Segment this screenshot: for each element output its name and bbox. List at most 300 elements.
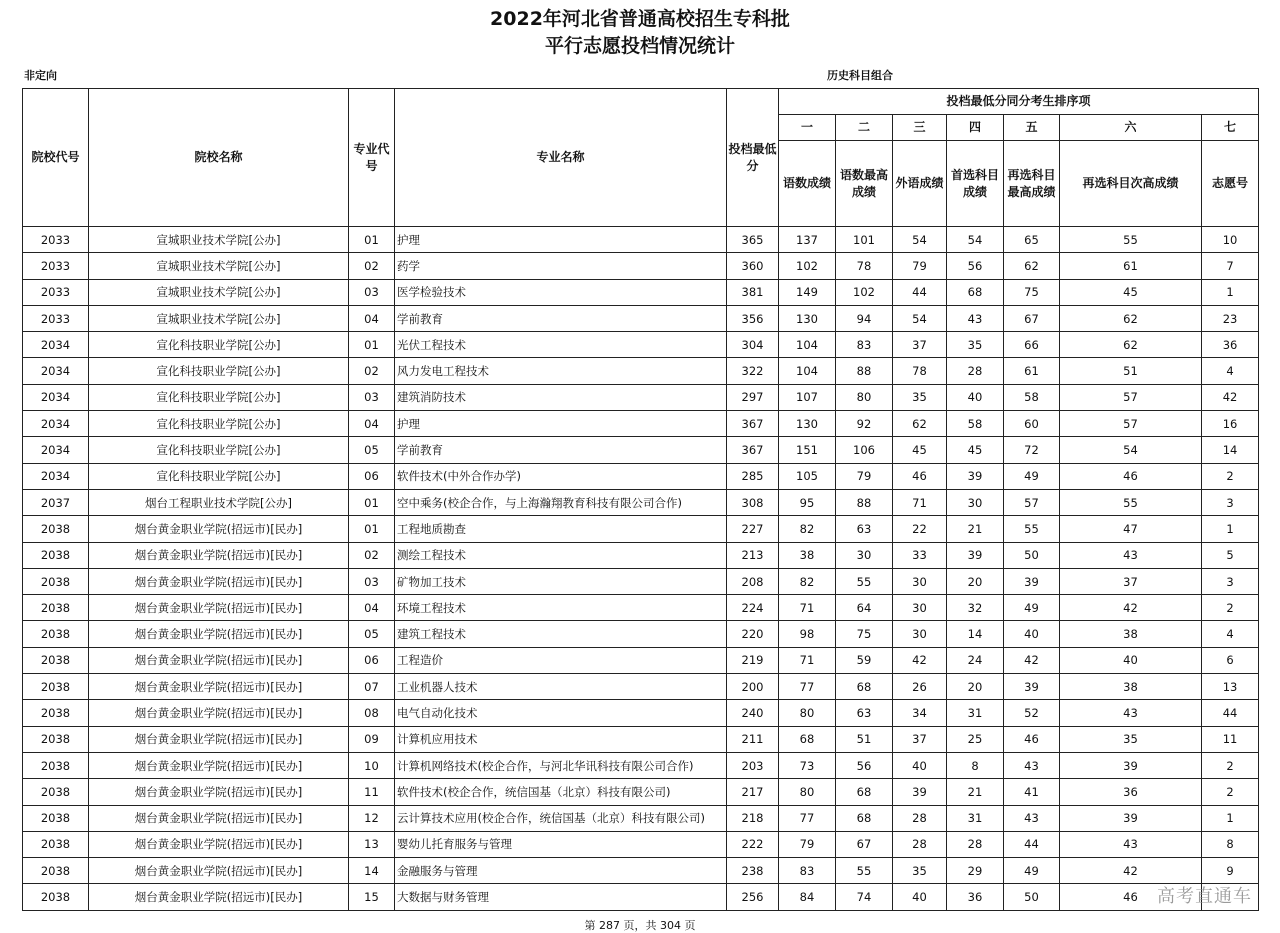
min-score-cell: 360 — [727, 253, 779, 279]
major-name-cell: 测绘工程技术 — [395, 542, 727, 568]
first-subject-score-cell: 21 — [947, 779, 1004, 805]
foreign-language-score-cell: 71 — [893, 489, 947, 515]
preference-number-cell: 11 — [1202, 726, 1259, 752]
major-code-cell: 03 — [349, 568, 395, 594]
elective-max-score-cell: 50 — [1004, 542, 1060, 568]
chinese-math-max-cell: 80 — [836, 384, 893, 410]
table-row — [23, 595, 1259, 621]
foreign-language-score-cell: 45 — [893, 437, 947, 463]
foreign-language-score-cell: 30 — [893, 595, 947, 621]
school-name-cell: 烟台黄金职业学院(招远市)[民办] — [89, 621, 349, 647]
elective-max-score-cell: 67 — [1004, 305, 1060, 331]
school-name-cell: 烟台黄金职业学院(招远市)[民办] — [89, 779, 349, 805]
elective-second-score-cell: 38 — [1060, 674, 1202, 700]
table-row — [23, 752, 1259, 778]
chinese-math-score-cell: 84 — [779, 884, 836, 910]
first-subject-score-cell: 28 — [947, 358, 1004, 384]
table-row — [23, 568, 1259, 594]
elective-max-score-cell: 50 — [1004, 884, 1060, 910]
chinese-math-max-cell: 64 — [836, 595, 893, 621]
first-subject-score-cell: 56 — [947, 253, 1004, 279]
first-subject-score-cell: 43 — [947, 305, 1004, 331]
major-name-cell: 金融服务与管理 — [395, 858, 727, 884]
min-score-cell: 203 — [727, 752, 779, 778]
category-label: 非定向 — [24, 69, 57, 82]
major-name-cell: 软件技术(校企合作，统信国基（北京）科技有限公司) — [395, 779, 727, 805]
school-name-cell: 宣化科技职业学院[公办] — [89, 332, 349, 358]
admission-table — [22, 88, 1259, 911]
school-name-cell: 宣化科技职业学院[公办] — [89, 463, 349, 489]
preference-number-cell: 42 — [1202, 384, 1259, 410]
foreign-language-score-cell: 44 — [893, 279, 947, 305]
major-code-cell: 15 — [349, 884, 395, 910]
first-subject-score-cell: 58 — [947, 411, 1004, 437]
elective-second-score-cell: 46 — [1060, 884, 1202, 910]
chinese-math-max-cell: 101 — [836, 227, 893, 253]
foreign-language-score-cell: 40 — [893, 752, 947, 778]
elective-max-score-cell: 44 — [1004, 831, 1060, 857]
table-row — [23, 279, 1259, 305]
elective-second-score-cell: 36 — [1060, 779, 1202, 805]
elective-second-score-cell: 40 — [1060, 647, 1202, 673]
major-code-cell: 02 — [349, 358, 395, 384]
header-foreign-language-score: 外语成绩 — [893, 141, 947, 227]
elective-second-score-cell: 39 — [1060, 805, 1202, 831]
chinese-math-score-cell: 79 — [779, 831, 836, 857]
foreign-language-score-cell: 37 — [893, 332, 947, 358]
min-score-cell: 297 — [727, 384, 779, 410]
chinese-math-score-cell: 38 — [779, 542, 836, 568]
chinese-math-score-cell: 102 — [779, 253, 836, 279]
major-code-cell: 01 — [349, 516, 395, 542]
table-row — [23, 305, 1259, 331]
min-score-cell: 217 — [727, 779, 779, 805]
foreign-language-score-cell: 35 — [893, 858, 947, 884]
school-name-cell: 宣化科技职业学院[公办] — [89, 411, 349, 437]
min-score-cell: 227 — [727, 516, 779, 542]
major-name-cell: 空中乘务(校企合作，与上海瀚翔教育科技有限公司合作) — [395, 489, 727, 515]
table-row — [23, 621, 1259, 647]
min-score-cell: 238 — [727, 858, 779, 884]
first-subject-score-cell: 31 — [947, 700, 1004, 726]
major-name-cell: 婴幼儿托育服务与管理 — [395, 831, 727, 857]
chinese-math-score-cell: 137 — [779, 227, 836, 253]
elective-max-score-cell: 55 — [1004, 516, 1060, 542]
elective-second-score-cell: 45 — [1060, 279, 1202, 305]
foreign-language-score-cell: 26 — [893, 674, 947, 700]
table-row — [23, 332, 1259, 358]
min-score-cell: 211 — [727, 726, 779, 752]
preference-number-cell: 9 — [1202, 858, 1259, 884]
chinese-math-max-cell: 67 — [836, 831, 893, 857]
chinese-math-score-cell: 77 — [779, 674, 836, 700]
school-code-cell: 2038 — [23, 700, 89, 726]
major-name-cell: 建筑工程技术 — [395, 621, 727, 647]
chinese-math-max-cell: 55 — [836, 568, 893, 594]
foreign-language-score-cell: 42 — [893, 647, 947, 673]
school-code-cell: 2038 — [23, 858, 89, 884]
preference-number-cell: 2 — [1202, 463, 1259, 489]
foreign-language-score-cell: 62 — [893, 411, 947, 437]
major-name-cell: 建筑消防技术 — [395, 384, 727, 410]
preference-number-cell: 2 — [1202, 752, 1259, 778]
first-subject-score-cell: 32 — [947, 595, 1004, 621]
first-subject-score-cell: 40 — [947, 384, 1004, 410]
elective-second-score-cell: 62 — [1060, 305, 1202, 331]
major-name-cell: 云计算技术应用(校企合作，统信国基（北京）科技有限公司) — [395, 805, 727, 831]
foreign-language-score-cell: 39 — [893, 779, 947, 805]
school-name-cell: 烟台工程职业技术学院[公办] — [89, 489, 349, 515]
preference-number-cell: 2 — [1202, 779, 1259, 805]
chinese-math-score-cell: 82 — [779, 516, 836, 542]
elective-second-score-cell: 35 — [1060, 726, 1202, 752]
elective-max-score-cell: 43 — [1004, 805, 1060, 831]
header-rank-3: 三 — [893, 115, 947, 141]
table-row — [23, 227, 1259, 253]
major-name-cell: 学前教育 — [395, 305, 727, 331]
school-code-cell: 2038 — [23, 805, 89, 831]
school-code-cell: 2033 — [23, 227, 89, 253]
min-score-cell: 220 — [727, 621, 779, 647]
table-row — [23, 884, 1259, 910]
major-name-cell: 工业机器人技术 — [395, 674, 727, 700]
chinese-math-max-cell: 30 — [836, 542, 893, 568]
table-row — [23, 674, 1259, 700]
min-score-cell: 256 — [727, 884, 779, 910]
major-code-cell: 04 — [349, 595, 395, 621]
table-row — [23, 516, 1259, 542]
school-name-cell: 烟台黄金职业学院(招远市)[民办] — [89, 884, 349, 910]
first-subject-score-cell: 29 — [947, 858, 1004, 884]
preference-number-cell: 1 — [1202, 805, 1259, 831]
table-row — [23, 253, 1259, 279]
document-title-line-1: 2022年河北省普通高校招生专科批 — [490, 8, 790, 30]
school-code-cell: 2038 — [23, 726, 89, 752]
header-min-score: 投档最低分 — [727, 89, 779, 227]
elective-max-score-cell: 75 — [1004, 279, 1060, 305]
header-school-name: 院校名称 — [89, 89, 349, 227]
elective-max-score-cell: 40 — [1004, 621, 1060, 647]
major-code-cell: 07 — [349, 674, 395, 700]
chinese-math-max-cell: 68 — [836, 779, 893, 805]
chinese-math-score-cell: 105 — [779, 463, 836, 489]
header-rank-6: 六 — [1060, 115, 1202, 141]
major-name-cell: 工程地质勘查 — [395, 516, 727, 542]
first-subject-score-cell: 21 — [947, 516, 1004, 542]
elective-max-score-cell: 41 — [1004, 779, 1060, 805]
school-code-cell: 2038 — [23, 542, 89, 568]
preference-number-cell: 4 — [1202, 358, 1259, 384]
major-name-cell: 药学 — [395, 253, 727, 279]
preference-number-cell: 13 — [1202, 674, 1259, 700]
major-name-cell: 矿物加工技术 — [395, 568, 727, 594]
header-elective-max-score: 再选科目最高成绩 — [1004, 141, 1060, 227]
header-major-code: 专业代号 — [349, 89, 395, 227]
elective-max-score-cell: 66 — [1004, 332, 1060, 358]
school-code-cell: 2038 — [23, 516, 89, 542]
major-code-cell: 11 — [349, 779, 395, 805]
table-row — [23, 779, 1259, 805]
min-score-cell: 219 — [727, 647, 779, 673]
table-row — [23, 726, 1259, 752]
foreign-language-score-cell: 28 — [893, 831, 947, 857]
table-row — [23, 411, 1259, 437]
major-name-cell: 计算机网络技术(校企合作，与河北华讯科技有限公司合作) — [395, 752, 727, 778]
school-name-cell: 烟台黄金职业学院(招远市)[民办] — [89, 516, 349, 542]
foreign-language-score-cell: 79 — [893, 253, 947, 279]
header-chinese-math-score: 语数成绩 — [779, 141, 836, 227]
chinese-math-score-cell: 130 — [779, 411, 836, 437]
header-chinese-math-max: 语数最高成绩 — [836, 141, 893, 227]
preference-number-cell: 4 — [1202, 621, 1259, 647]
header-rank-4: 四 — [947, 115, 1004, 141]
elective-max-score-cell: 49 — [1004, 858, 1060, 884]
school-code-cell: 2038 — [23, 674, 89, 700]
elective-max-score-cell: 43 — [1004, 752, 1060, 778]
major-code-cell: 12 — [349, 805, 395, 831]
preference-number-cell: 16 — [1202, 411, 1259, 437]
foreign-language-score-cell: 22 — [893, 516, 947, 542]
first-subject-score-cell: 36 — [947, 884, 1004, 910]
first-subject-score-cell: 24 — [947, 647, 1004, 673]
chinese-math-score-cell: 130 — [779, 305, 836, 331]
chinese-math-score-cell: 104 — [779, 358, 836, 384]
major-code-cell: 05 — [349, 437, 395, 463]
min-score-cell: 367 — [727, 411, 779, 437]
major-code-cell: 03 — [349, 279, 395, 305]
preference-number-cell: 6 — [1202, 647, 1259, 673]
min-score-cell: 367 — [727, 437, 779, 463]
elective-second-score-cell: 42 — [1060, 858, 1202, 884]
preference-number-cell: 7 — [1202, 253, 1259, 279]
preference-number-cell: 3 — [1202, 568, 1259, 594]
table-row — [23, 358, 1259, 384]
school-name-cell: 宣城职业技术学院[公办] — [89, 279, 349, 305]
foreign-language-score-cell: 33 — [893, 542, 947, 568]
elective-max-score-cell: 39 — [1004, 568, 1060, 594]
header-tie-group: 投档最低分同分考生排序项 — [779, 89, 1259, 115]
foreign-language-score-cell: 28 — [893, 805, 947, 831]
major-name-cell: 计算机应用技术 — [395, 726, 727, 752]
first-subject-score-cell: 39 — [947, 542, 1004, 568]
major-name-cell: 软件技术(中外合作办学) — [395, 463, 727, 489]
chinese-math-score-cell: 104 — [779, 332, 836, 358]
first-subject-score-cell: 54 — [947, 227, 1004, 253]
major-code-cell: 14 — [349, 858, 395, 884]
first-subject-score-cell: 20 — [947, 568, 1004, 594]
elective-max-score-cell: 72 — [1004, 437, 1060, 463]
elective-second-score-cell: 57 — [1060, 384, 1202, 410]
min-score-cell: 356 — [727, 305, 779, 331]
first-subject-score-cell: 35 — [947, 332, 1004, 358]
header-preference-number: 志愿号 — [1202, 141, 1259, 227]
major-code-cell: 04 — [349, 305, 395, 331]
chinese-math-score-cell: 80 — [779, 779, 836, 805]
school-code-cell: 2033 — [23, 253, 89, 279]
table-row — [23, 384, 1259, 410]
elective-second-score-cell: 46 — [1060, 463, 1202, 489]
school-name-cell: 宣化科技职业学院[公办] — [89, 437, 349, 463]
foreign-language-score-cell: 37 — [893, 726, 947, 752]
school-name-cell: 宣化科技职业学院[公办] — [89, 384, 349, 410]
first-subject-score-cell: 14 — [947, 621, 1004, 647]
school-code-cell: 2038 — [23, 831, 89, 857]
chinese-math-max-cell: 102 — [836, 279, 893, 305]
min-score-cell: 208 — [727, 568, 779, 594]
foreign-language-score-cell: 78 — [893, 358, 947, 384]
chinese-math-score-cell: 95 — [779, 489, 836, 515]
major-code-cell: 08 — [349, 700, 395, 726]
first-subject-score-cell: 31 — [947, 805, 1004, 831]
first-subject-score-cell: 45 — [947, 437, 1004, 463]
table-row — [23, 463, 1259, 489]
major-name-cell: 光伏工程技术 — [395, 332, 727, 358]
school-name-cell: 宣化科技职业学院[公办] — [89, 358, 349, 384]
elective-max-score-cell: 58 — [1004, 384, 1060, 410]
min-score-cell: 304 — [727, 332, 779, 358]
chinese-math-score-cell: 151 — [779, 437, 836, 463]
school-code-cell: 2038 — [23, 621, 89, 647]
school-name-cell: 宣城职业技术学院[公办] — [89, 253, 349, 279]
elective-max-score-cell: 42 — [1004, 647, 1060, 673]
foreign-language-score-cell: 54 — [893, 227, 947, 253]
elective-max-score-cell: 49 — [1004, 463, 1060, 489]
foreign-language-score-cell: 34 — [893, 700, 947, 726]
preference-number-cell: 44 — [1202, 700, 1259, 726]
school-name-cell: 烟台黄金职业学院(招远市)[民办] — [89, 542, 349, 568]
header-elective-second-score: 再选科目次高成绩 — [1060, 141, 1202, 227]
chinese-math-max-cell: 92 — [836, 411, 893, 437]
elective-max-score-cell: 61 — [1004, 358, 1060, 384]
elective-second-score-cell: 43 — [1060, 700, 1202, 726]
min-score-cell: 213 — [727, 542, 779, 568]
header-rank-2: 二 — [836, 115, 893, 141]
school-code-cell: 2034 — [23, 437, 89, 463]
major-name-cell: 学前教育 — [395, 437, 727, 463]
school-name-cell: 烟台黄金职业学院(招远市)[民办] — [89, 752, 349, 778]
school-code-cell: 2038 — [23, 647, 89, 673]
table-row — [23, 542, 1259, 568]
document-title-line-2: 平行志愿投档情况统计 — [544, 35, 735, 57]
chinese-math-max-cell: 106 — [836, 437, 893, 463]
school-name-cell: 烟台黄金职业学院(招远市)[民办] — [89, 595, 349, 621]
preference-number-cell: 10 — [1202, 227, 1259, 253]
major-name-cell: 电气自动化技术 — [395, 700, 727, 726]
preference-number-cell: 2 — [1202, 595, 1259, 621]
major-name-cell: 工程造价 — [395, 647, 727, 673]
chinese-math-max-cell: 83 — [836, 332, 893, 358]
min-score-cell: 240 — [727, 700, 779, 726]
major-code-cell: 10 — [349, 752, 395, 778]
school-name-cell: 烟台黄金职业学院(招远市)[民办] — [89, 674, 349, 700]
foreign-language-score-cell: 30 — [893, 568, 947, 594]
min-score-cell: 365 — [727, 227, 779, 253]
watermark: 高考直通车 — [1157, 886, 1252, 907]
table-row — [23, 831, 1259, 857]
chinese-math-max-cell: 59 — [836, 647, 893, 673]
preference-number-cell: 23 — [1202, 305, 1259, 331]
school-code-cell: 2034 — [23, 332, 89, 358]
elective-second-score-cell: 51 — [1060, 358, 1202, 384]
school-code-cell: 2033 — [23, 279, 89, 305]
elective-second-score-cell: 61 — [1060, 253, 1202, 279]
table-row — [23, 489, 1259, 515]
major-code-cell: 01 — [349, 489, 395, 515]
major-name-cell: 大数据与财务管理 — [395, 884, 727, 910]
school-name-cell: 烟台黄金职业学院(招远市)[民办] — [89, 858, 349, 884]
school-name-cell: 烟台黄金职业学院(招远市)[民办] — [89, 568, 349, 594]
chinese-math-score-cell: 71 — [779, 647, 836, 673]
elective-second-score-cell: 43 — [1060, 542, 1202, 568]
first-subject-score-cell: 8 — [947, 752, 1004, 778]
major-code-cell: 13 — [349, 831, 395, 857]
school-code-cell: 2034 — [23, 358, 89, 384]
preference-number-cell: 1 — [1202, 516, 1259, 542]
chinese-math-score-cell: 68 — [779, 726, 836, 752]
chinese-math-score-cell: 98 — [779, 621, 836, 647]
elective-second-score-cell: 55 — [1060, 489, 1202, 515]
elective-max-score-cell: 52 — [1004, 700, 1060, 726]
table-row — [23, 437, 1259, 463]
elective-max-score-cell: 65 — [1004, 227, 1060, 253]
chinese-math-max-cell: 68 — [836, 805, 893, 831]
elective-max-score-cell: 49 — [1004, 595, 1060, 621]
elective-second-score-cell: 37 — [1060, 568, 1202, 594]
major-code-cell: 06 — [349, 463, 395, 489]
first-subject-score-cell: 25 — [947, 726, 1004, 752]
preference-number-cell: 8 — [1202, 831, 1259, 857]
first-subject-score-cell: 30 — [947, 489, 1004, 515]
subject-group-label: 历史科目组合 — [827, 69, 893, 82]
school-name-cell: 宣城职业技术学院[公办] — [89, 227, 349, 253]
first-subject-score-cell: 20 — [947, 674, 1004, 700]
school-code-cell: 2038 — [23, 884, 89, 910]
elective-second-score-cell: 39 — [1060, 752, 1202, 778]
preference-number-cell: 36 — [1202, 332, 1259, 358]
chinese-math-score-cell: 71 — [779, 595, 836, 621]
header-school-code: 院校代号 — [23, 89, 89, 227]
school-name-cell: 烟台黄金职业学院(招远市)[民办] — [89, 726, 349, 752]
header-rank-7: 七 — [1202, 115, 1259, 141]
school-code-cell: 2033 — [23, 305, 89, 331]
major-code-cell: 01 — [349, 227, 395, 253]
elective-second-score-cell: 62 — [1060, 332, 1202, 358]
preference-number-cell: 14 — [1202, 437, 1259, 463]
preference-number-cell: 1 — [1202, 279, 1259, 305]
chinese-math-max-cell: 88 — [836, 358, 893, 384]
header-major-name: 专业名称 — [395, 89, 727, 227]
table-body — [23, 227, 1259, 911]
chinese-math-score-cell: 83 — [779, 858, 836, 884]
elective-second-score-cell: 57 — [1060, 411, 1202, 437]
school-code-cell: 2038 — [23, 568, 89, 594]
major-name-cell: 护理 — [395, 227, 727, 253]
school-code-cell: 2038 — [23, 752, 89, 778]
chinese-math-score-cell: 149 — [779, 279, 836, 305]
header-first-subject-score: 首选科目成绩 — [947, 141, 1004, 227]
chinese-math-score-cell: 107 — [779, 384, 836, 410]
chinese-math-max-cell: 88 — [836, 489, 893, 515]
major-name-cell: 环境工程技术 — [395, 595, 727, 621]
chinese-math-max-cell: 74 — [836, 884, 893, 910]
min-score-cell: 222 — [727, 831, 779, 857]
chinese-math-max-cell: 63 — [836, 516, 893, 542]
chinese-math-max-cell: 55 — [836, 858, 893, 884]
school-code-cell: 2034 — [23, 411, 89, 437]
chinese-math-score-cell: 73 — [779, 752, 836, 778]
school-name-cell: 烟台黄金职业学院(招远市)[民办] — [89, 700, 349, 726]
elective-second-score-cell: 55 — [1060, 227, 1202, 253]
